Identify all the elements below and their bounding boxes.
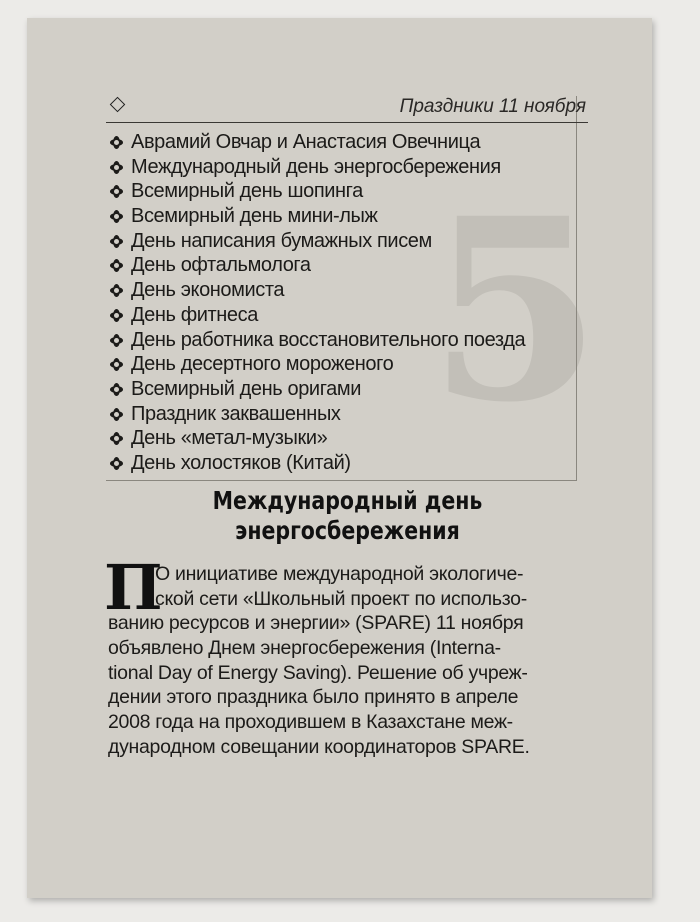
holiday-name: День офтальмолога bbox=[131, 254, 311, 277]
article-line: 2008 года на проходившем в Казахстане меж- bbox=[108, 711, 513, 734]
flower-bullet-icon bbox=[110, 432, 123, 445]
article-title-line: энергосбережения bbox=[235, 516, 460, 545]
article-line: О инициативе международной экологиче- bbox=[155, 563, 524, 585]
holiday-name: Всемирный день шопинга bbox=[131, 180, 363, 203]
holiday-name: Праздник заквашенных bbox=[131, 402, 341, 425]
holiday-name: Аврамий Овчар и Анастасия Овечница bbox=[131, 131, 481, 153]
article-line: ванию ресурсов и энергии» (SPARE) 11 ноября bbox=[108, 612, 524, 635]
list-item bbox=[110, 253, 590, 278]
section-title: Праздники 11 ноября bbox=[399, 96, 586, 117]
list-item bbox=[110, 377, 590, 402]
flower-bullet-icon bbox=[110, 309, 123, 322]
list-item bbox=[110, 402, 590, 427]
list-item bbox=[110, 352, 590, 377]
list-item bbox=[110, 278, 590, 303]
holiday-name: Всемирный день мини-лыж bbox=[131, 205, 378, 228]
holiday-list bbox=[110, 130, 590, 476]
flower-bullet-icon bbox=[110, 161, 123, 174]
holiday-name: Всемирный день оригами bbox=[131, 377, 361, 400]
list-item bbox=[110, 204, 590, 229]
background-number-watermark: 5 bbox=[428, 163, 602, 457]
article-body bbox=[108, 562, 590, 760]
holiday-name: День работника восстановительного поезда bbox=[131, 328, 526, 351]
flower-bullet-icon bbox=[110, 284, 123, 297]
article-line: дении этого праздника было принято в апреле bbox=[108, 686, 519, 709]
flower-bullet-icon bbox=[110, 358, 123, 371]
flower-bullet-icon bbox=[110, 334, 123, 347]
list-item bbox=[110, 130, 590, 155]
article-line: tional Day of Energy Saving). Решение об учреж- bbox=[108, 661, 528, 684]
holiday-name: Международный день энергосбережения bbox=[131, 155, 501, 178]
list-item bbox=[110, 328, 590, 353]
flower-bullet-icon bbox=[110, 457, 123, 470]
article-title-line: Международный день bbox=[212, 486, 483, 515]
list-item bbox=[110, 179, 590, 204]
list-item bbox=[110, 229, 590, 254]
drop-cap: П bbox=[104, 551, 163, 624]
flower-bullet-icon bbox=[110, 408, 123, 421]
list-item bbox=[110, 303, 590, 328]
section-header bbox=[106, 94, 588, 123]
list-item bbox=[110, 426, 590, 451]
holiday-name: День «метал-музыки» bbox=[131, 427, 328, 450]
article-title bbox=[145, 486, 551, 546]
flower-bullet-icon bbox=[110, 259, 123, 272]
holiday-name: День фитнеса bbox=[131, 303, 258, 326]
flower-bullet-icon bbox=[110, 383, 123, 396]
list-item bbox=[110, 451, 590, 476]
holiday-name: День экономиста bbox=[131, 279, 285, 302]
diamond-icon bbox=[110, 97, 126, 113]
holiday-name: День десертного мороженого bbox=[131, 353, 394, 376]
article-line: объявлено Днем энергосбережения (Interna- bbox=[108, 637, 501, 660]
holiday-name: День холостяков (Китай) bbox=[131, 451, 351, 474]
flower-bullet-icon bbox=[110, 185, 123, 198]
article-line: ской сети «Школьный проект по использо- bbox=[155, 587, 527, 610]
holiday-name: День написания бумажных писем bbox=[131, 229, 432, 252]
article-line: дународном совещании координаторов SPARE. bbox=[108, 735, 530, 758]
flower-bullet-icon bbox=[110, 235, 123, 248]
flower-bullet-icon bbox=[110, 210, 123, 223]
list-item bbox=[110, 155, 590, 180]
flower-bullet-icon bbox=[110, 136, 123, 149]
